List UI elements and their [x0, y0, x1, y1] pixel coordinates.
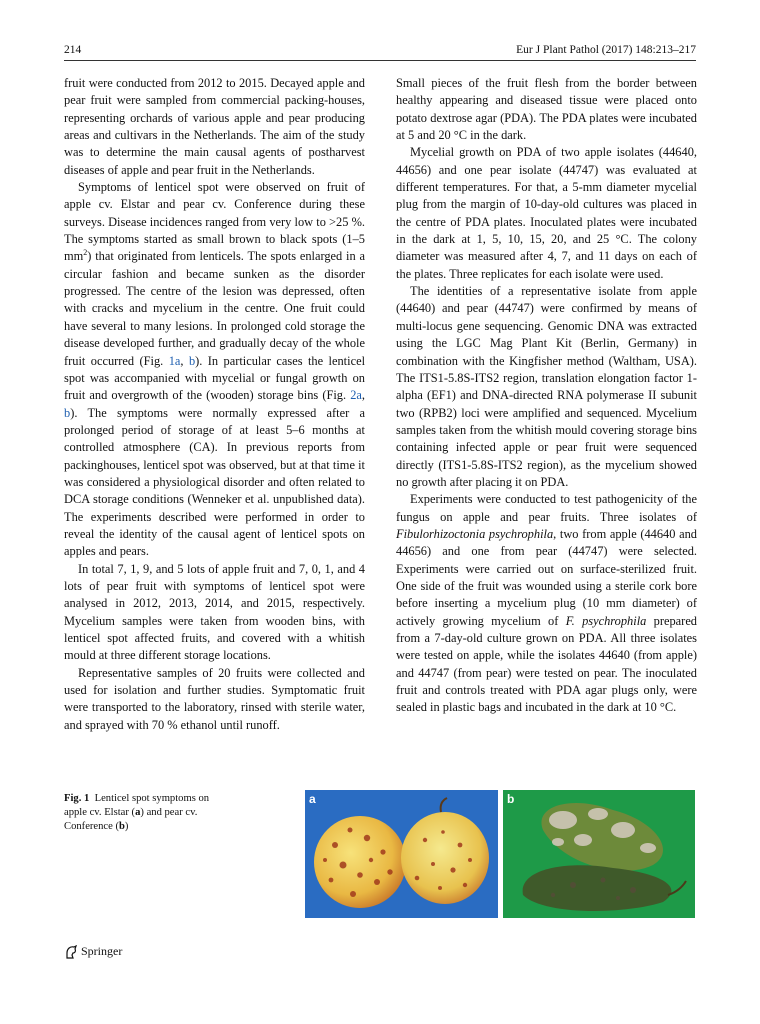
paragraph: Mycelial growth on PDA of two apple isolates (44640, 44656) and one pear isolate (44747) was evaluated at different temperatures. For that, a 5-mm diameter mycelial plug from the margin of 10-day-old cultures was placed in the centre of PDA plates. Inoculated plates were incubated in the dark at 1, 5, 10, 15, 20, and 25 °C. The colony diameter was measured after 4, 7, and 11 days on each of the plates. Three replicates for each isolate were used. [396, 145, 697, 281]
right-column [396, 75, 697, 717]
superscript: 2 [83, 248, 88, 258]
running-header [64, 44, 696, 61]
text-run: ). In particular cases the lenticel spot was accompanied with mycelial or fungal growth on fruit and overgrowth of the (wooden) storage bins (Fig. [64, 353, 366, 403]
panel-label-b: b [507, 792, 515, 806]
publisher-name: Springer [81, 944, 123, 958]
text-run: ). The symptoms were normally expressed after a prolonged period of storage of at least 5–6 months at controlled atmosphere (CA). In previous reports from packinghouses, lenticel spot was observed, but at that time it was considered a physiological disorder and often related to DCA storage conditions (Wenneker et al. unpublished data). The experiments described were performed in order to reveal the identity of the causal agent of lenticel spots on apples and pears. [64, 405, 365, 559]
text-run: ) [124, 820, 129, 832]
paragraph: fruit were conducted from 2012 to 2015. Decayed apple and pear fruit were sampled from commercial packing-houses, representing orchards of various apple and pear producing areas and cultivars in the Netherlands. The aim of the study was to determine the main causal agents of postharvest diseases of apple and pear fruit in the Netherlands. [64, 76, 365, 177]
text-run: , two from apple (44640 and 44656) and one from pear (44747) were selected. Experiments were carried out on surface-sterilized fruit. One side of the fruit was wounded using a sterile cork bore before inserting a mycelium plug (10 mm diameter) of actively growing mycelium of [396, 526, 697, 628]
text-run: , [180, 353, 189, 368]
species-name: F. psychrophila [565, 613, 647, 628]
left-column [64, 75, 365, 734]
paragraph: In total 7, 1, 9, and 5 lots of apple fruit and 7, 0, 1, and 4 lots of pear fruit with symptoms of lenticel spot were analysed in 2012, 2013, 2014, and 2015, respectively. Mycelium samples were taken from wooden bins, with lenticel spot affected fruits, and covered with a whitish mould at three different storage locations. [64, 561, 365, 663]
text-run: Experiments were conducted to test pathogenicity of the fungus on apple and pear fruits. Three isolates of [396, 492, 697, 524]
caption-ref-a: a [135, 806, 141, 818]
paragraph [64, 179, 365, 561]
springer-horse-icon [64, 945, 78, 959]
page-number: 214 [64, 44, 82, 56]
text-run: Lenticel spot symptoms on apple cv. Elstar ( [64, 793, 210, 818]
text-run: ) that originated from lenticels. The spots enlarged in a circular fashion and became sunken as the disorder progressed. The centre of the lesion was depressed, often with cracks and mycelium in the centre. One fruit could have several to many lesions. In prolonged cold storage the disease developed further, and gradually decay of the whole fruit occurred (Fig. [64, 249, 365, 368]
figure-link-2a[interactable]: 2a [350, 388, 362, 403]
caption-ref-b: b [119, 820, 125, 832]
pear-illustration [503, 790, 695, 918]
text-run: , [361, 388, 365, 403]
figure-link-1b[interactable]: b [188, 353, 196, 368]
journal-reference: Eur J Plant Pathol (2017) 148:213–217 [516, 44, 696, 56]
figure-panel-a-apple-photo [305, 790, 498, 918]
paragraph [396, 491, 697, 716]
paragraph: Representative samples of 20 fruits were collected and used for isolation and further studies. Symptomatic fruit were transported to the laboratory, rinsed with sterile water, and sprayed with 70 % ethanol until runoff. [64, 665, 365, 732]
figure-link-2b[interactable]: b [64, 405, 71, 420]
text-run: prepared from a 7-day-old culture grown on PDA. All three isolates were tested on apple, while the isolates 44640 (from apple) and 44747 (from pear) were tested on pear. The inoculated fruit and controls treated with PDA agar plugs only, were sealed in plastic bags and incubated in the dark at 10 °C. [396, 613, 698, 715]
panel-label-a: a [309, 792, 316, 806]
figure-panel-b-pear-photo [503, 790, 695, 918]
publisher-logo [64, 944, 122, 959]
text-run: Symptoms of lenticel spot were observed on fruit of apple cv. Elstar and pear cv. Conference during these surveys. Disease incidences ranged from very low to >25 %. The symptoms started as small brown to black spots (1–5 mm [64, 180, 365, 264]
figure-label: Fig. 1 [64, 793, 90, 804]
apple-illustration [305, 790, 498, 918]
text-run: ) and pear cv. Conference ( [64, 806, 198, 832]
figure-link-1a[interactable]: 1a [168, 353, 181, 368]
paragraph: Small pieces of the fruit flesh from the border between healthy appearing and diseased tissue were placed onto potato dextrose agar (PDA). The PDA plates were incubated at 5 and 20 °C in the dark. [396, 76, 697, 143]
figure-caption [64, 792, 232, 833]
paragraph: The identities of a representative isolate from apple (44640) and pear (44747) were confirmed by means of multi-locus gene sequencing. Genomic DNA was extracted using the LGC Mag Plant Kit (Berlin, Germany) in combination with the Kingfisher method (Waltham, USA). The ITS1-5.8S-ITS2 region, translation elongation factor 1-alpha (EF1) and DNA-directed RNA polymerase II subunit two (RPB2) loci were amplified and sequenced. Mycelium samples taken from the whitish mould covering storage bins containing infected apple or pear fruit were sequenced directly (ITS1-5.8S-ITS2 region), as the mycelium showed no growth after placing it on PDA. [396, 284, 697, 489]
species-name: Fibulorhizoctonia psychrophila [396, 526, 554, 541]
